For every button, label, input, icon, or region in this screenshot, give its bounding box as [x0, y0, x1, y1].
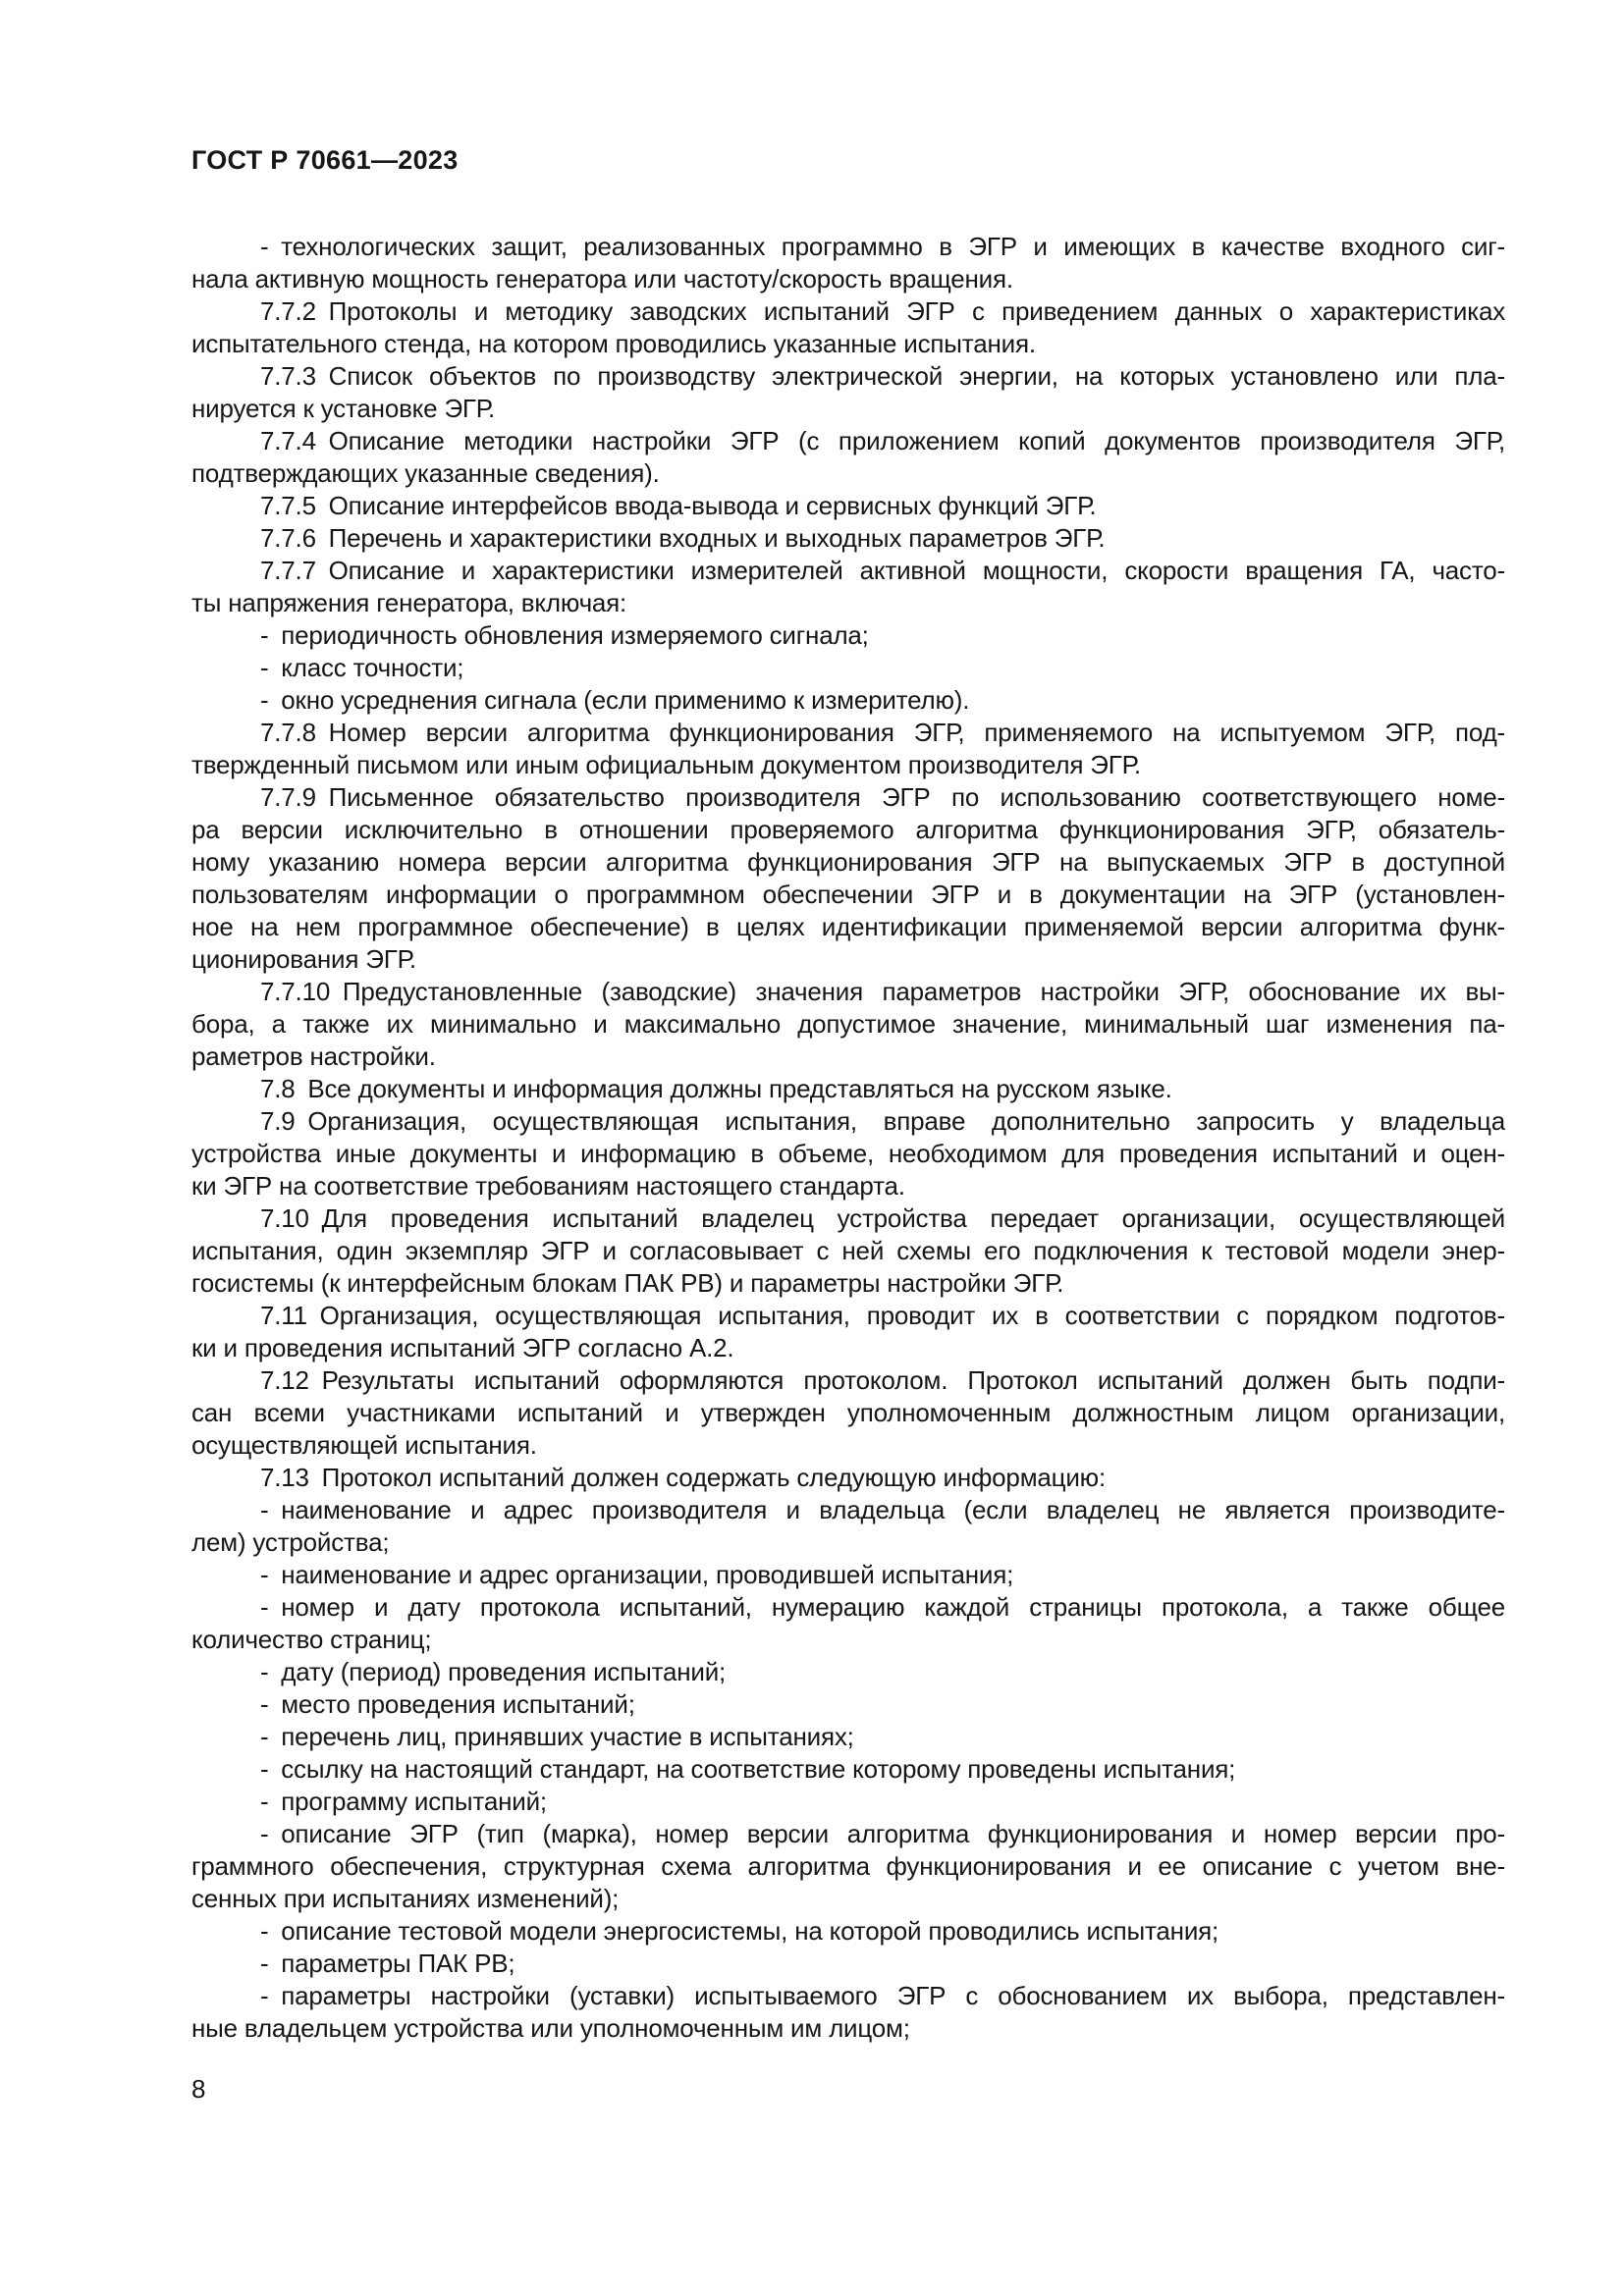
paragraph — [191, 1786, 1505, 1818]
paragraph — [191, 555, 1505, 619]
text-line: - периодичность обновления измеряемого сигнала; — [260, 620, 869, 650]
paragraph — [191, 1753, 1505, 1786]
text-line: 7.7.6 Перечень и характеристики входных и выходных параметров ЭГР. — [260, 523, 1106, 553]
paragraph — [191, 1688, 1505, 1721]
paragraph — [191, 1300, 1505, 1364]
text-line: 7.7.5 Описание интерфейсов ввода-вывода и сервисных функций ЭГР. — [260, 491, 1097, 520]
paragraph — [191, 717, 1505, 781]
text-line: госистемы (к интерфейсным блокам ПАК РВ) и параметры настройки ЭГР. — [191, 1268, 1064, 1298]
text-line: ра версии исключительно в отношении проверяемого алгоритма функционирования ЭГР, обязатель- — [191, 815, 1505, 844]
text-line: раметров настройки. — [191, 1041, 436, 1071]
text-line: 7.7.9 Письменное обязательство производителя ЭГР по использованию соответствующего номе- — [260, 782, 1505, 812]
paragraph — [191, 1591, 1505, 1656]
text-line: граммного обеспечения, структурная схема алгоритма функционирования и ее описание с учетом вне- — [191, 1851, 1505, 1881]
paragraph — [191, 522, 1505, 555]
text-line: 7.7.10 Предустановленные (заводские) значения параметров настройки ЭГР, обоснование их вы- — [260, 977, 1505, 1006]
page-number: 8 — [191, 2074, 206, 2104]
text-line: - технологических защит, реализованных программно в ЭГР и имеющих в качестве входного сиг- — [260, 232, 1505, 261]
text-line: количество страниц; — [191, 1625, 432, 1654]
text-line: 7.7.3 Список объектов по производству электрической энергии, на которых установлено или пла- — [260, 361, 1505, 391]
text-line: сенных при испытаниях изменений); — [191, 1884, 620, 1913]
text-line: ному указанию номера версии алгоритма функционирования ЭГР на выпускаемых ЭГР в доступной — [191, 847, 1505, 877]
text-line: - дату (период) проведения испытаний; — [260, 1657, 727, 1686]
text-line: - описание ЭГР (тип (марка), номер версии алгоритма функционирования и номер версии про- — [260, 1819, 1505, 1848]
text-line: ные владельцем устройства или уполномоченным им лицом; — [191, 2013, 910, 2043]
paragraph — [191, 1462, 1505, 1494]
text-line: ки ЭГР на соответствие требованиям настоящего стандарта. — [191, 1171, 905, 1201]
text-line: 7.12 Результаты испытаний оформляются протоколом. Протокол испытаний должен быть подпи- — [260, 1365, 1505, 1395]
text-line: - ссылку на настоящий стандарт, на соответствие которому проведены испытания; — [260, 1754, 1236, 1784]
text-line: ты напряжения генератора, включая: — [191, 588, 627, 617]
paragraph — [191, 1364, 1505, 1462]
paragraph — [191, 1559, 1505, 1591]
text-line: испытания, один экземпляр ЭГР и согласовывает с ней схемы его подключения к тестовой модели энер- — [191, 1236, 1505, 1265]
text-line: - наименование и адрес производителя и владельца (если владелец не является производите- — [260, 1495, 1505, 1524]
text-line: 7.9 Организация, осуществляющая испытания, вправе дополнительно запросить у владельца — [260, 1106, 1505, 1136]
text-line: - описание тестовой модели энергосистемы, на которой проводились испытания; — [260, 1916, 1219, 1946]
text-line: ционирования ЭГР. — [191, 944, 416, 974]
text-line: устройства иные документы и информацию в объеме, необходимом для проведения испытаний и оцен- — [191, 1139, 1505, 1168]
text-line: 7.11 Организация, осуществляющая испытания, проводит их в соответствии с порядком подготов- — [260, 1301, 1505, 1330]
text-line: - окно усреднения сигнала (если применимо к измерителю). — [260, 685, 970, 715]
paragraph — [191, 1818, 1505, 1915]
text-line: - параметры ПАК РВ; — [260, 1949, 515, 1978]
paragraph — [191, 1105, 1505, 1202]
text-line: подтверждающих указанные сведения). — [191, 458, 660, 488]
paragraph — [191, 425, 1505, 490]
text-line: 7.7.7 Описание и характеристики измерителей активной мощности, скорости вращения ГА, часто- — [260, 556, 1505, 585]
text-line: испытательного стенда, на котором проводились указанные испытания. — [191, 329, 1036, 358]
text-line: нируется к установке ЭГР. — [191, 394, 496, 423]
paragraph — [191, 1915, 1505, 1948]
text-line: твержденный письмом или иным официальным документом производителя ЭГР. — [191, 750, 1141, 779]
text-line: ки и проведения испытаний ЭГР согласно А.2. — [191, 1333, 734, 1362]
document-body — [191, 231, 1505, 2045]
paragraph — [191, 1073, 1505, 1105]
paragraph — [191, 1656, 1505, 1688]
paragraph — [191, 652, 1505, 684]
text-line: сан всеми участниками испытаний и утвержден уполномоченным должностным лицом организации, — [191, 1398, 1505, 1427]
paragraph — [191, 684, 1505, 717]
paragraph — [191, 1980, 1505, 2045]
text-line: - класс точности; — [260, 653, 464, 682]
text-line: 7.10 Для проведения испытаний владелец устройства передает организации, осуществляющей — [260, 1203, 1505, 1233]
paragraph — [191, 1948, 1505, 1980]
text-line: 7.13 Протокол испытаний должен содержать следующую информацию: — [260, 1463, 1106, 1492]
paragraph — [191, 1721, 1505, 1753]
paragraph — [191, 295, 1505, 360]
running-header-standard-code: ГОСТ Р 70661—2023 — [191, 145, 459, 175]
paragraph — [191, 976, 1505, 1073]
text-line: - программу испытаний; — [260, 1787, 547, 1816]
paragraph — [191, 619, 1505, 652]
text-line: 7.8 Все документы и информация должны представляться на русском языке. — [260, 1074, 1172, 1103]
text-line: 7.7.2 Протоколы и методику заводских испытаний ЭГР с приведением данных о характеристиках — [260, 296, 1505, 326]
paragraph — [191, 781, 1505, 976]
text-line: - номер и дату протокола испытаний, нумерацию каждой страницы протокола, а также общее — [260, 1592, 1505, 1622]
paragraph — [191, 1202, 1505, 1300]
text-line: - наименование и адрес организации, проводившей испытания; — [260, 1560, 1014, 1589]
text-line: - перечень лиц, принявших участие в испытаниях; — [260, 1722, 854, 1751]
paragraph — [191, 490, 1505, 522]
text-line: - параметры настройки (уставки) испытываемого ЭГР с обоснованием их выбора, представлен- — [260, 1981, 1505, 2010]
text-line: 7.7.8 Номер версии алгоритма функционирования ЭГР, применяемого на испытуемом ЭГР, под- — [260, 718, 1505, 747]
text-line: пользователям информации о программном обеспечении ЭГР и в документации на ЭГР (установлен- — [191, 880, 1505, 909]
paragraph — [191, 231, 1505, 295]
paragraph — [191, 360, 1505, 425]
text-line: лем) устройства; — [191, 1527, 390, 1557]
paragraph — [191, 1494, 1505, 1559]
text-line: - место проведения испытаний; — [260, 1689, 635, 1719]
text-line: осуществляющей испытания. — [191, 1430, 537, 1460]
text-line: ное на нем программное обеспечение) в целях идентификации применяемой версии алгоритма функ- — [191, 912, 1505, 941]
text-line: бора, а также их минимально и максимально допустимое значение, минимальный шаг изменения па- — [191, 1009, 1505, 1039]
text-line: 7.7.4 Описание методики настройки ЭГР (с приложением копий документов производителя ЭГР, — [260, 426, 1505, 455]
text-line: нала активную мощность генератора или частоту/скорость вращения. — [191, 264, 1013, 294]
